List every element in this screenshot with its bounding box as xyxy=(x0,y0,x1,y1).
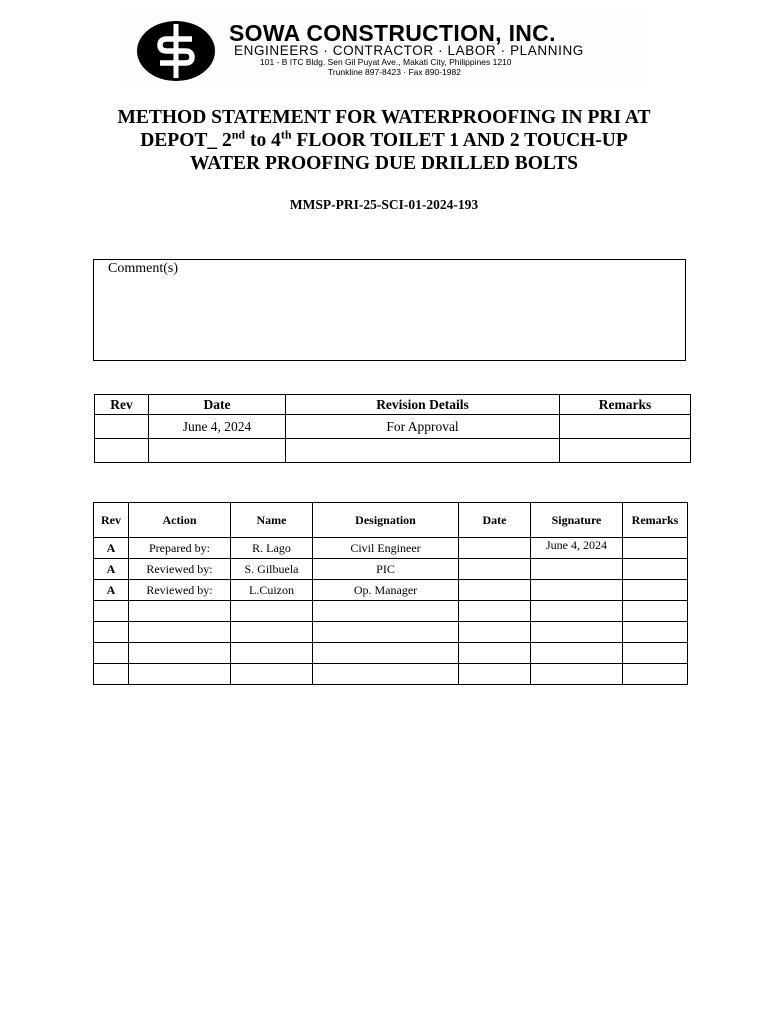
company-logo-icon xyxy=(136,20,216,82)
table-cell xyxy=(313,601,459,622)
table-cell: Reviewed by: xyxy=(129,559,231,580)
column-header: Rev xyxy=(95,395,149,415)
table-cell xyxy=(95,415,149,439)
table-row xyxy=(95,415,691,439)
table-cell: PIC xyxy=(313,559,459,580)
column-header: Remarks xyxy=(560,395,691,415)
table-cell: S. Gilbuela xyxy=(231,559,313,580)
table-row xyxy=(94,664,688,685)
table-row xyxy=(95,439,691,463)
table-cell xyxy=(560,439,691,463)
table-cell xyxy=(623,538,688,559)
table-cell xyxy=(623,601,688,622)
table-cell: Op. Manager xyxy=(313,580,459,601)
table-cell xyxy=(94,643,129,664)
table-row xyxy=(94,580,688,601)
table-cell: Prepared by: xyxy=(129,538,231,559)
table-cell xyxy=(94,601,129,622)
column-header: Date xyxy=(459,503,531,538)
table-cell xyxy=(286,439,560,463)
table-cell xyxy=(313,622,459,643)
document-title xyxy=(60,106,708,175)
table-cell: A xyxy=(94,580,129,601)
document-code: MMSP-PRI-25-SCI-01-2024-193 xyxy=(289,197,479,212)
table-cell xyxy=(313,643,459,664)
table-cell xyxy=(313,664,459,685)
table-cell xyxy=(531,664,623,685)
title-line-2 xyxy=(60,129,708,152)
table-cell xyxy=(459,580,531,601)
column-header: Revision Details xyxy=(286,395,560,415)
table-cell xyxy=(129,601,231,622)
title-superscript: th xyxy=(280,127,292,142)
table-cell xyxy=(623,622,688,643)
table-cell: For Approval xyxy=(286,415,560,439)
title-line-2-part: DEPOT_ 2 xyxy=(140,130,232,151)
company-contact: Trunkline 897-8423 · Fax 890-1982 xyxy=(328,67,461,77)
table-cell xyxy=(231,664,313,685)
table-cell xyxy=(129,643,231,664)
company-tagline: ENGINEERS · CONTRACTOR · LABOR · PLANNING xyxy=(234,43,584,58)
table-cell xyxy=(459,622,531,643)
comments-box xyxy=(93,259,686,361)
column-header: Signature xyxy=(531,503,623,538)
column-header: Designation xyxy=(313,503,459,538)
column-header: Remarks xyxy=(623,503,688,538)
table-cell xyxy=(459,559,531,580)
table-cell xyxy=(623,643,688,664)
table-cell xyxy=(459,664,531,685)
table-cell xyxy=(231,643,313,664)
column-header: Action xyxy=(129,503,231,538)
approval-table xyxy=(93,502,688,685)
table-cell xyxy=(129,622,231,643)
table-cell xyxy=(459,601,531,622)
table-cell xyxy=(459,643,531,664)
column-header: Rev xyxy=(94,503,129,538)
table-cell: Civil Engineer xyxy=(313,538,459,559)
title-line-2-part: to 4 xyxy=(245,130,281,151)
column-header: Date xyxy=(149,395,286,415)
table-cell xyxy=(94,664,129,685)
title-superscript: nd xyxy=(231,127,246,142)
table-cell: A xyxy=(94,559,129,580)
table-cell xyxy=(531,643,623,664)
company-address: 101 - B ITC Bldg. Sen Gil Puyat Ave., Makati City, Philippines 1210 xyxy=(260,57,512,67)
table-row xyxy=(94,601,688,622)
table-cell: L.Cuizon xyxy=(231,580,313,601)
table-cell xyxy=(459,538,531,559)
table-cell xyxy=(623,580,688,601)
revision-table xyxy=(94,394,691,463)
table-cell xyxy=(231,622,313,643)
table-cell: R. Lago xyxy=(231,538,313,559)
table-row xyxy=(94,538,688,559)
table-cell xyxy=(95,439,149,463)
table-row xyxy=(94,622,688,643)
signature-cell xyxy=(531,559,623,580)
comments-label: Comment(s) xyxy=(108,261,178,276)
table-cell xyxy=(531,622,623,643)
title-line-2-part: FLOOR TOILET 1 AND 2 TOUCH-UP xyxy=(291,130,628,151)
title-line-3: WATER PROOFING DUE DRILLED BOLTS xyxy=(190,153,578,174)
table-header-row xyxy=(95,395,691,415)
title-line-1: METHOD STATEMENT FOR WATERPROOFING IN PRI AT xyxy=(117,107,651,128)
table-cell xyxy=(129,664,231,685)
signature-cell: June 4, 2024 xyxy=(531,538,623,559)
table-cell xyxy=(531,601,623,622)
signature-cell xyxy=(531,580,623,601)
table-cell xyxy=(231,601,313,622)
table-row xyxy=(94,643,688,664)
table-cell xyxy=(94,622,129,643)
company-name: SOWA CONSTRUCTION, INC. xyxy=(229,20,556,46)
letterhead xyxy=(122,14,648,88)
table-row xyxy=(94,559,688,580)
table-cell xyxy=(149,439,286,463)
table-cell: A xyxy=(94,538,129,559)
table-cell: Reviewed by: xyxy=(129,580,231,601)
table-cell xyxy=(623,559,688,580)
table-header-row xyxy=(94,503,688,538)
table-cell xyxy=(623,664,688,685)
table-cell: June 4, 2024 xyxy=(149,415,286,439)
table-cell xyxy=(560,415,691,439)
column-header: Name xyxy=(231,503,313,538)
